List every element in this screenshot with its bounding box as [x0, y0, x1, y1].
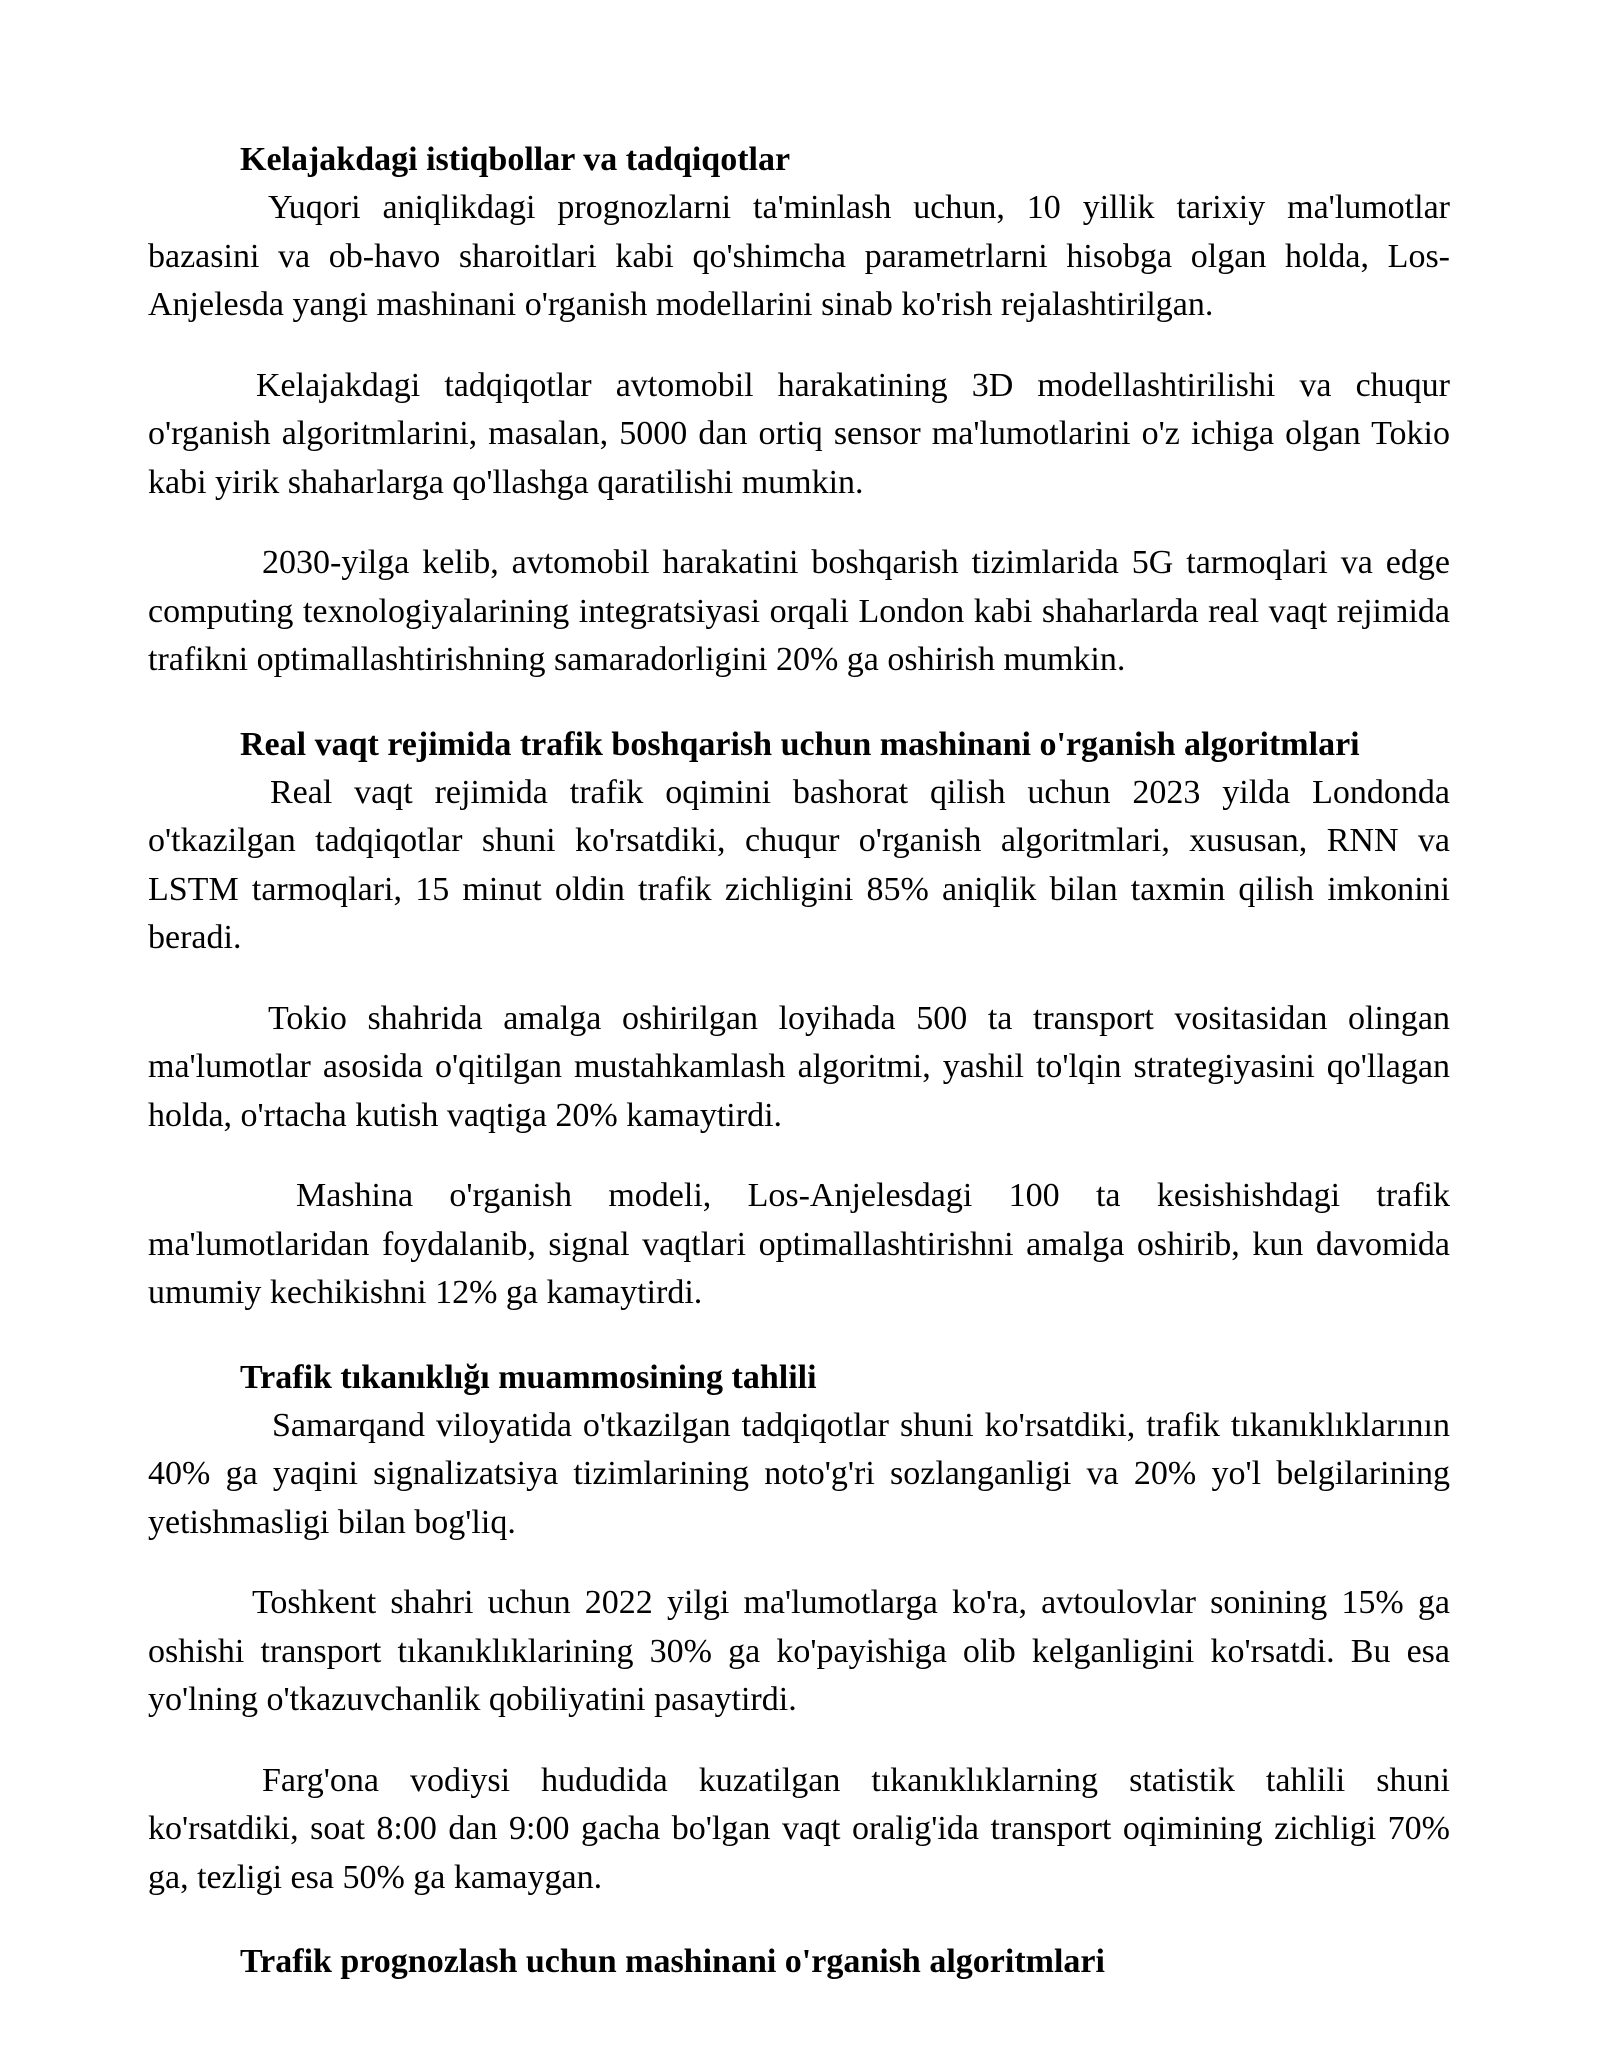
paragraph: Mashina o'rganish modeli, Los-Anjelesdagi 100 ta kesishishdagi trafik ma'lumotlaridan foydalanib, signal vaqtlari optimallashtirishni amalga oshirib, kun davomida umumiy kechikishni 12% ga kamaytirdi.	[148, 1177, 1450, 1311]
paragraph: Samarqand viloyatida o'tkazilgan tadqiqotlar shuni ko'rsatdiki, trafik tıkanıklıklarının 40% ga yaqini signalizatsiya tizimlarining noto'g'ri sozlanganligi va 20% yo'l belgilarining yetishmasligi bilan bog'liq.	[148, 1406, 1450, 1541]
section-heading: Trafik prognozlash uchun mashinani o'rganish algoritmlari	[240, 1943, 1105, 1980]
paragraph: Real vaqt rejimida trafik oqimini bashorat qilish uchun 2023 yilda Londonda o'tkazilgan tadqiqotlar shuni ko'rsatdiki, chuqur o'rganish algoritmlari, xususan, RNN va LSTM tarmoqlari, 15 minut oldin trafik zichligini 85% aniqlik bilan taxmin qilish imkonini beradi.	[148, 773, 1450, 956]
paragraph: Toshkent shahri uchun 2022 yilgi ma'lumotlarga ko'ra, avtoulovlar sonining 15% ga oshishi transport tıkanıklıklarining 30% ga ko'payishiga olib kelganligini ko'rsatdi. Bu esa yo'lning o'tkazuvchanlik qobiliyatini pasaytirdi.	[148, 1584, 1450, 1718]
section-heading: Kelajakdagi istiqbollar va tadqiqotlar	[240, 141, 791, 178]
paragraph: Yuqori aniqlikdagi prognozlarni ta'minlash uchun, 10 yillik tarixiy ma'lumotlar bazasini va ob-havo sharoitlari kabi qo'shimcha parametrlarni hisobga olgan holda, Los-Anjelesda yangi mashinani o'rganish modellarini sinab ko'rish rejalashtirilgan.	[148, 189, 1450, 323]
document-page	[148, 136, 1450, 1986]
paragraph: Farg'ona vodiysi hududida kuzatilgan tıkanıklıklarning statistik tahlili shuni ko'rsatdiki, soat 8:00 dan 9:00 gacha bo'lgan vaqt oralig'ida transport oqimining zichligi 70% ga, tezligi esa 50% ga kamaygan.	[148, 1761, 1450, 1896]
section-traffic-forecasting	[148, 1938, 1450, 1986]
section-congestion-analysis	[148, 1354, 1450, 1903]
paragraph: 2030-yilga kelib, avtomobil harakatini boshqarish tizimlarida 5G tarmoqlari va edge computing texnologiyalarining integratsiyasi orqali London kabi shaharlarda real vaqt rejimida trafikni optimallashtirishning samaradorligini 20% ga oshirish mumkin.	[148, 544, 1450, 678]
paragraph: Tokio shahrida amalga oshirilgan loyihada 500 ta transport vositasidan olingan ma'lumotlar asosida o'qitilgan mustahkamlash algoritmi, yashil to'lqin strategiyasini qo'llagan holda, o'rtacha kutish vaqtiga 20% kamaytirdi.	[148, 999, 1450, 1134]
paragraph: Kelajakdagi tadqiqotlar avtomobil harakatining 3D modellashtirilishi va chuqur o'rganish algoritmlarini, masalan, 5000 dan ortiq sensor ma'lumotlarini o'z ichiga olgan Tokio kabi yirik shaharlarga qo'llashga qaratilishi mumkin.	[148, 366, 1450, 501]
section-heading: Trafik tıkanıklığı muammosining tahlili	[240, 1358, 817, 1396]
section-future-prospects	[148, 136, 1450, 685]
section-heading: Real vaqt rejimida trafik boshqarish uchun mashinani o'rganish algoritmlari	[240, 725, 1360, 763]
section-realtime-ml	[148, 721, 1450, 1318]
